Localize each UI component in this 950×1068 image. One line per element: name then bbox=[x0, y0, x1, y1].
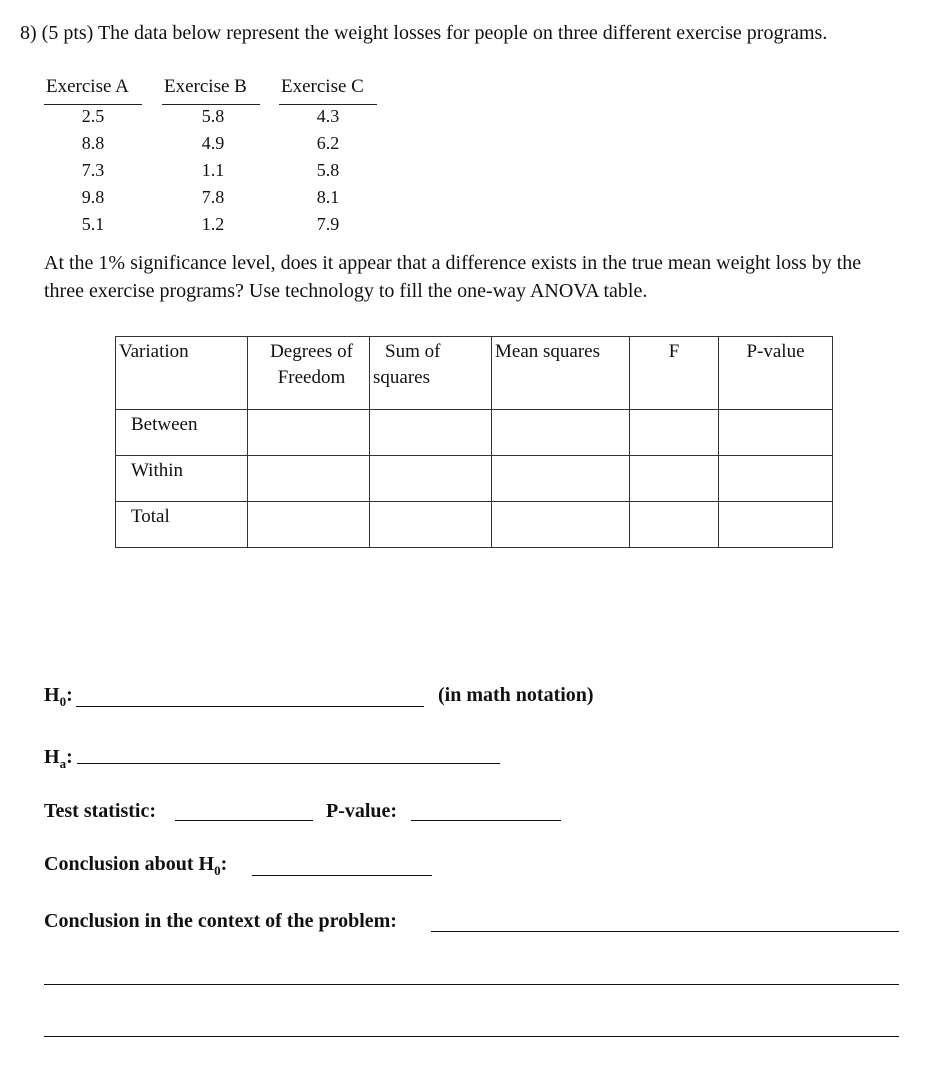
between-ss-cell[interactable] bbox=[370, 410, 492, 456]
anova-header-ms: Mean squares bbox=[492, 337, 630, 410]
total-p-cell[interactable] bbox=[719, 502, 833, 548]
header-exercise-a: Exercise A bbox=[46, 76, 129, 97]
test-statistic-label: Test statistic: bbox=[44, 800, 157, 822]
conclusion-context-blank-2[interactable] bbox=[44, 984, 899, 985]
test-statistic-blank[interactable] bbox=[175, 820, 313, 821]
df-line-2: Freedom bbox=[277, 367, 346, 388]
ss-line-2: squares bbox=[373, 367, 430, 388]
within-f-cell[interactable] bbox=[630, 456, 719, 502]
between-df-cell[interactable] bbox=[248, 410, 370, 456]
anova-header-ss bbox=[370, 337, 492, 410]
question-text: 8) (5 pts) The data below represent the weight losses for people on three different exercise programs. bbox=[20, 22, 828, 44]
total-ss-cell[interactable] bbox=[370, 502, 492, 548]
anova-row-between bbox=[116, 410, 833, 456]
ha-answer-blank[interactable] bbox=[77, 763, 500, 764]
conclusion-context-label: Conclusion in the context of the problem: bbox=[44, 910, 397, 932]
conclusion-h0-blank[interactable] bbox=[252, 875, 432, 876]
within-ms-cell[interactable] bbox=[492, 456, 630, 502]
cell-b-3: 1.1 bbox=[201, 160, 225, 180]
row-label-total: Total bbox=[116, 502, 248, 548]
anova-header-variation: Variation bbox=[116, 337, 248, 410]
within-df-cell[interactable] bbox=[248, 456, 370, 502]
cell-a-4: 9.8 bbox=[81, 187, 105, 207]
cell-c-2: 6.2 bbox=[316, 133, 340, 153]
cell-c-5: 7.9 bbox=[316, 214, 340, 234]
h0-answer-blank[interactable] bbox=[76, 706, 424, 707]
cell-c-3: 5.8 bbox=[316, 160, 340, 180]
cell-b-4: 7.8 bbox=[201, 187, 225, 207]
conclusion-context-blank-3[interactable] bbox=[44, 1036, 899, 1037]
h0-label: $H_0$: bbox=[44, 684, 73, 709]
cell-a-5: 5.1 bbox=[81, 214, 105, 234]
anova-header-df bbox=[248, 337, 370, 410]
anova-table bbox=[115, 336, 833, 548]
anova-row-total bbox=[116, 502, 833, 548]
header-underline-c bbox=[279, 104, 377, 105]
header-underline-a bbox=[44, 104, 142, 105]
cell-a-3: 7.3 bbox=[81, 160, 105, 180]
prompt-paragraph: At the 1% significance level, does it appear that a difference exists in the true mean weight loss by the three exercise programs? Use technology to fill the one-way ANOVA table. bbox=[44, 252, 862, 302]
df-line-1: Degrees of bbox=[270, 341, 353, 362]
p-value-blank[interactable] bbox=[411, 820, 561, 821]
within-ss-cell[interactable] bbox=[370, 456, 492, 502]
ss-line-1: Sum of bbox=[385, 341, 441, 362]
cell-b-2: 4.9 bbox=[201, 133, 225, 153]
total-df-cell[interactable] bbox=[248, 502, 370, 548]
header-underline-b bbox=[162, 104, 260, 105]
conclusion-h0-label: Conclusion about $H_0$: bbox=[44, 853, 228, 878]
cell-b-1: 5.8 bbox=[201, 106, 225, 126]
between-ms-cell[interactable] bbox=[492, 410, 630, 456]
row-label-between: Between bbox=[116, 410, 248, 456]
within-p-cell[interactable] bbox=[719, 456, 833, 502]
cell-a-2: 8.8 bbox=[81, 133, 105, 153]
p-value-label: P-value: bbox=[326, 800, 398, 822]
header-exercise-b: Exercise B bbox=[164, 76, 247, 97]
between-f-cell[interactable] bbox=[630, 410, 719, 456]
math-notation-note: (in math notation) bbox=[438, 684, 594, 706]
conclusion-context-blank-1[interactable] bbox=[431, 931, 899, 932]
cell-c-4: 8.1 bbox=[316, 187, 340, 207]
total-f-cell[interactable] bbox=[630, 502, 719, 548]
header-exercise-c: Exercise C bbox=[281, 76, 364, 97]
anova-header-p: P-value bbox=[719, 337, 833, 410]
cell-b-5: 1.2 bbox=[201, 214, 225, 234]
row-label-within: Within bbox=[116, 456, 248, 502]
between-p-cell[interactable] bbox=[719, 410, 833, 456]
cell-c-1: 4.3 bbox=[316, 106, 340, 126]
ha-label: $H_a$: bbox=[44, 746, 73, 771]
anova-header-f: F bbox=[630, 337, 719, 410]
total-ms-cell[interactable] bbox=[492, 502, 630, 548]
cell-a-1: 2.5 bbox=[81, 106, 105, 126]
anova-row-within bbox=[116, 456, 833, 502]
